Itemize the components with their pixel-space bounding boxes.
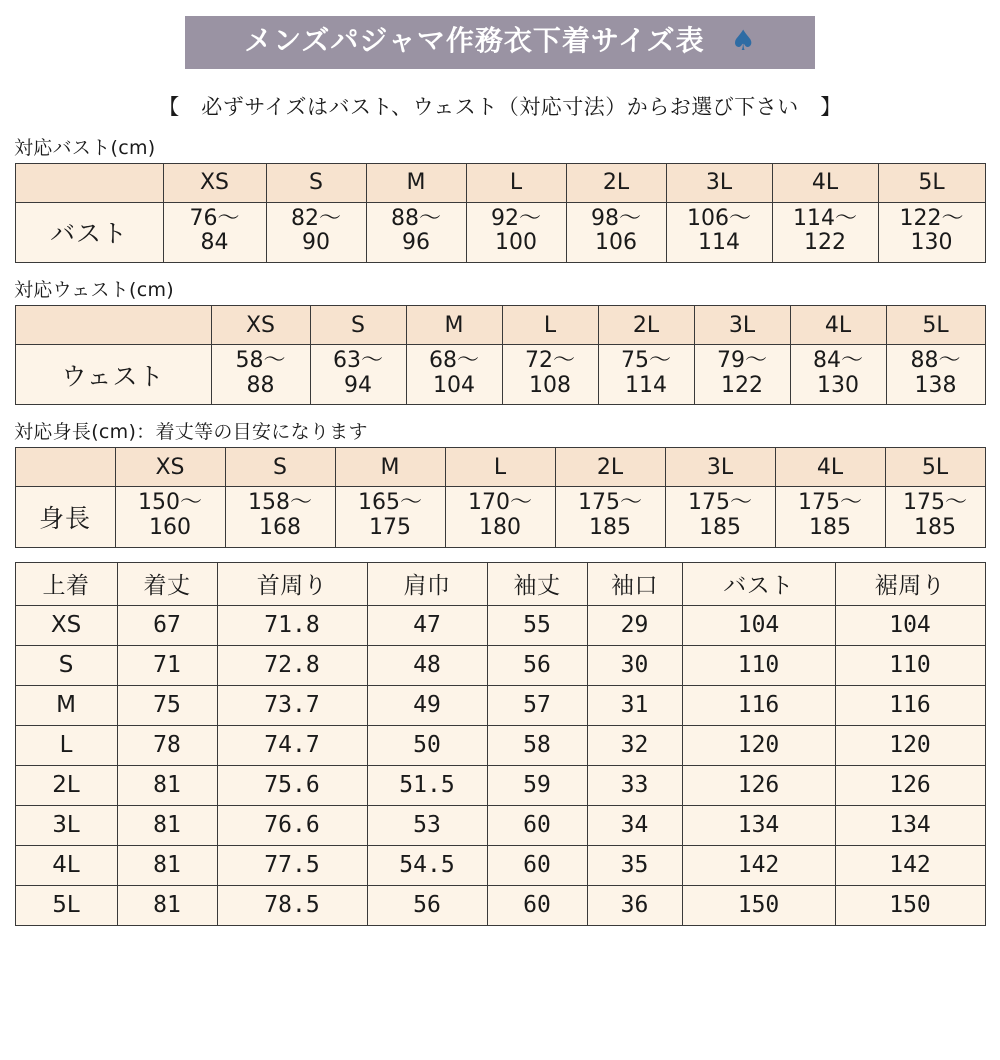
size-header-5l: 5L xyxy=(878,163,985,202)
size-header-s: S xyxy=(266,163,366,202)
table-row xyxy=(15,725,985,765)
cell-size: XS xyxy=(15,605,117,645)
size-header-l: L xyxy=(466,163,566,202)
height-caption: 対応身長(cm)：着丈等の目安になります xyxy=(14,421,368,444)
cell-cuff: 31 xyxy=(587,685,682,725)
bust-value-xs: 76〜 84 xyxy=(163,202,266,262)
cell-cuff: 29 xyxy=(587,605,682,645)
cell-bust: 142 xyxy=(682,845,835,885)
cell-length: 71 xyxy=(117,645,217,685)
cell-shoulder: 56 xyxy=(367,885,487,925)
corner-cell xyxy=(15,448,115,487)
row-label-bust: バスト xyxy=(15,202,163,262)
cell-neck: 76.6 xyxy=(217,805,367,845)
page-title: メンズパジャマ作務衣下着サイズ表 xyxy=(244,24,705,57)
size-header-2l: 2L xyxy=(555,448,665,487)
table-header-row xyxy=(15,448,985,487)
cell-bust: 116 xyxy=(682,685,835,725)
column-header-length: 着丈 xyxy=(117,562,217,605)
size-header-s: S xyxy=(225,448,335,487)
cell-cuff: 35 xyxy=(587,845,682,885)
cell-neck: 72.8 xyxy=(217,645,367,685)
cell-length: 75 xyxy=(117,685,217,725)
cell-sleeve: 57 xyxy=(487,685,587,725)
table-row xyxy=(15,645,985,685)
table-row xyxy=(15,487,985,547)
size-header-3l: 3L xyxy=(665,448,775,487)
column-header-shoulder: 肩巾 xyxy=(367,562,487,605)
height-value-3l: 175〜 185 xyxy=(665,487,775,547)
waist-value-3l: 79〜 122 xyxy=(694,345,790,405)
cell-sleeve: 56 xyxy=(487,645,587,685)
column-header-neck: 首周り xyxy=(217,562,367,605)
table-row xyxy=(15,345,985,405)
bust-value-2l: 98〜 106 xyxy=(566,202,666,262)
cell-cuff: 32 xyxy=(587,725,682,765)
bust-value-3l: 106〜 114 xyxy=(666,202,772,262)
size-header-l: L xyxy=(445,448,555,487)
height-value-l: 170〜 180 xyxy=(445,487,555,547)
cell-sleeve: 60 xyxy=(487,885,587,925)
cell-length: 81 xyxy=(117,885,217,925)
cell-sleeve: 55 xyxy=(487,605,587,645)
cell-size: 3L xyxy=(15,805,117,845)
cell-size: M xyxy=(15,685,117,725)
size-header-s: S xyxy=(310,306,406,345)
size-header-xs: XS xyxy=(163,163,266,202)
cell-size: 4L xyxy=(15,845,117,885)
cell-bust: 120 xyxy=(682,725,835,765)
cell-cuff: 33 xyxy=(587,765,682,805)
cell-sleeve: 60 xyxy=(487,845,587,885)
banner-container xyxy=(0,0,1000,69)
height-value-4l: 175〜 185 xyxy=(775,487,885,547)
column-header-sleeve: 袖丈 xyxy=(487,562,587,605)
cell-length: 81 xyxy=(117,765,217,805)
cell-cuff: 36 xyxy=(587,885,682,925)
column-header-item: 上着 xyxy=(15,562,117,605)
bust-value-5l: 122〜 130 xyxy=(878,202,985,262)
height-value-m: 165〜 175 xyxy=(335,487,445,547)
cell-hem: 150 xyxy=(835,885,985,925)
waist-value-s: 63〜 94 xyxy=(310,345,406,405)
waist-caption: 対応ウェスト(cm) xyxy=(14,279,175,302)
table-header-row xyxy=(15,306,985,345)
height-value-2l: 175〜 185 xyxy=(555,487,665,547)
cell-sleeve: 58 xyxy=(487,725,587,765)
cell-hem: 110 xyxy=(835,645,985,685)
cell-hem: 134 xyxy=(835,805,985,845)
cell-length: 67 xyxy=(117,605,217,645)
cell-size: 5L xyxy=(15,885,117,925)
cell-bust: 126 xyxy=(682,765,835,805)
cell-hem: 104 xyxy=(835,605,985,645)
cell-shoulder: 51.5 xyxy=(367,765,487,805)
cell-shoulder: 54.5 xyxy=(367,845,487,885)
size-header-3l: 3L xyxy=(666,163,772,202)
cell-size: L xyxy=(15,725,117,765)
table-row xyxy=(15,202,985,262)
size-header-5l: 5L xyxy=(886,306,985,345)
jacket-measurements-table xyxy=(15,562,986,926)
size-header-m: M xyxy=(366,163,466,202)
cell-length: 81 xyxy=(117,845,217,885)
cell-neck: 78.5 xyxy=(217,885,367,925)
table-header-row xyxy=(15,163,985,202)
cell-shoulder: 53 xyxy=(367,805,487,845)
corner-cell xyxy=(15,306,211,345)
waist-value-5l: 88〜 138 xyxy=(886,345,985,405)
bust-value-4l: 114〜 122 xyxy=(772,202,878,262)
cell-sleeve: 59 xyxy=(487,765,587,805)
cell-bust: 150 xyxy=(682,885,835,925)
corner-cell xyxy=(15,163,163,202)
row-label-waist: ウェスト xyxy=(15,345,211,405)
bust-table xyxy=(15,163,986,263)
bust-caption: 対応バスト(cm) xyxy=(14,136,156,159)
column-header-bust: バスト xyxy=(682,562,835,605)
cell-length: 78 xyxy=(117,725,217,765)
cell-size: S xyxy=(15,645,117,685)
table-row xyxy=(15,845,985,885)
cell-bust: 110 xyxy=(682,645,835,685)
spade-icon: ♠ xyxy=(730,24,756,58)
size-header-m: M xyxy=(406,306,502,345)
size-header-2l: 2L xyxy=(598,306,694,345)
waist-value-m: 68〜 104 xyxy=(406,345,502,405)
waist-value-4l: 84〜 130 xyxy=(790,345,886,405)
cell-neck: 74.7 xyxy=(217,725,367,765)
cell-hem: 126 xyxy=(835,765,985,805)
row-label-height: 身長 xyxy=(15,487,115,547)
bust-value-s: 82〜 90 xyxy=(266,202,366,262)
cell-shoulder: 47 xyxy=(367,605,487,645)
cell-neck: 75.6 xyxy=(217,765,367,805)
bust-value-m: 88〜 96 xyxy=(366,202,466,262)
size-header-l: L xyxy=(502,306,598,345)
cell-neck: 73.7 xyxy=(217,685,367,725)
cell-bust: 104 xyxy=(682,605,835,645)
height-value-5l: 175〜 185 xyxy=(885,487,985,547)
height-value-xs: 150〜 160 xyxy=(115,487,225,547)
cell-shoulder: 50 xyxy=(367,725,487,765)
size-header-xs: XS xyxy=(211,306,310,345)
cell-hem: 120 xyxy=(835,725,985,765)
table-header-row xyxy=(15,562,985,605)
size-header-m: M xyxy=(335,448,445,487)
bust-value-l: 92〜 100 xyxy=(466,202,566,262)
cell-shoulder: 48 xyxy=(367,645,487,685)
cell-sleeve: 60 xyxy=(487,805,587,845)
cell-hem: 116 xyxy=(835,685,985,725)
table-row xyxy=(15,885,985,925)
cell-hem: 142 xyxy=(835,845,985,885)
height-table xyxy=(15,447,986,547)
table-row xyxy=(15,605,985,645)
cell-cuff: 30 xyxy=(587,645,682,685)
waist-value-2l: 75〜 114 xyxy=(598,345,694,405)
size-header-4l: 4L xyxy=(772,163,878,202)
table-row xyxy=(15,765,985,805)
table-row xyxy=(15,685,985,725)
cell-neck: 77.5 xyxy=(217,845,367,885)
column-header-hem: 裾周り xyxy=(835,562,985,605)
size-header-4l: 4L xyxy=(775,448,885,487)
cell-bust: 134 xyxy=(682,805,835,845)
column-header-cuff: 袖口 xyxy=(587,562,682,605)
notice-text: 【 必ずサイズはバスト、ウェスト（対応寸法）からお選び下さい 】 xyxy=(158,94,842,119)
waist-value-xs: 58〜 88 xyxy=(211,345,310,405)
height-value-s: 158〜 168 xyxy=(225,487,335,547)
cell-shoulder: 49 xyxy=(367,685,487,725)
size-header-4l: 4L xyxy=(790,306,886,345)
size-header-xs: XS xyxy=(115,448,225,487)
size-header-3l: 3L xyxy=(694,306,790,345)
cell-cuff: 34 xyxy=(587,805,682,845)
size-header-2l: 2L xyxy=(566,163,666,202)
waist-table xyxy=(15,305,986,405)
size-header-5l: 5L xyxy=(885,448,985,487)
waist-value-l: 72〜 108 xyxy=(502,345,598,405)
table-row xyxy=(15,805,985,845)
cell-length: 81 xyxy=(117,805,217,845)
title-banner xyxy=(185,16,815,69)
cell-size: 2L xyxy=(15,765,117,805)
cell-neck: 71.8 xyxy=(217,605,367,645)
